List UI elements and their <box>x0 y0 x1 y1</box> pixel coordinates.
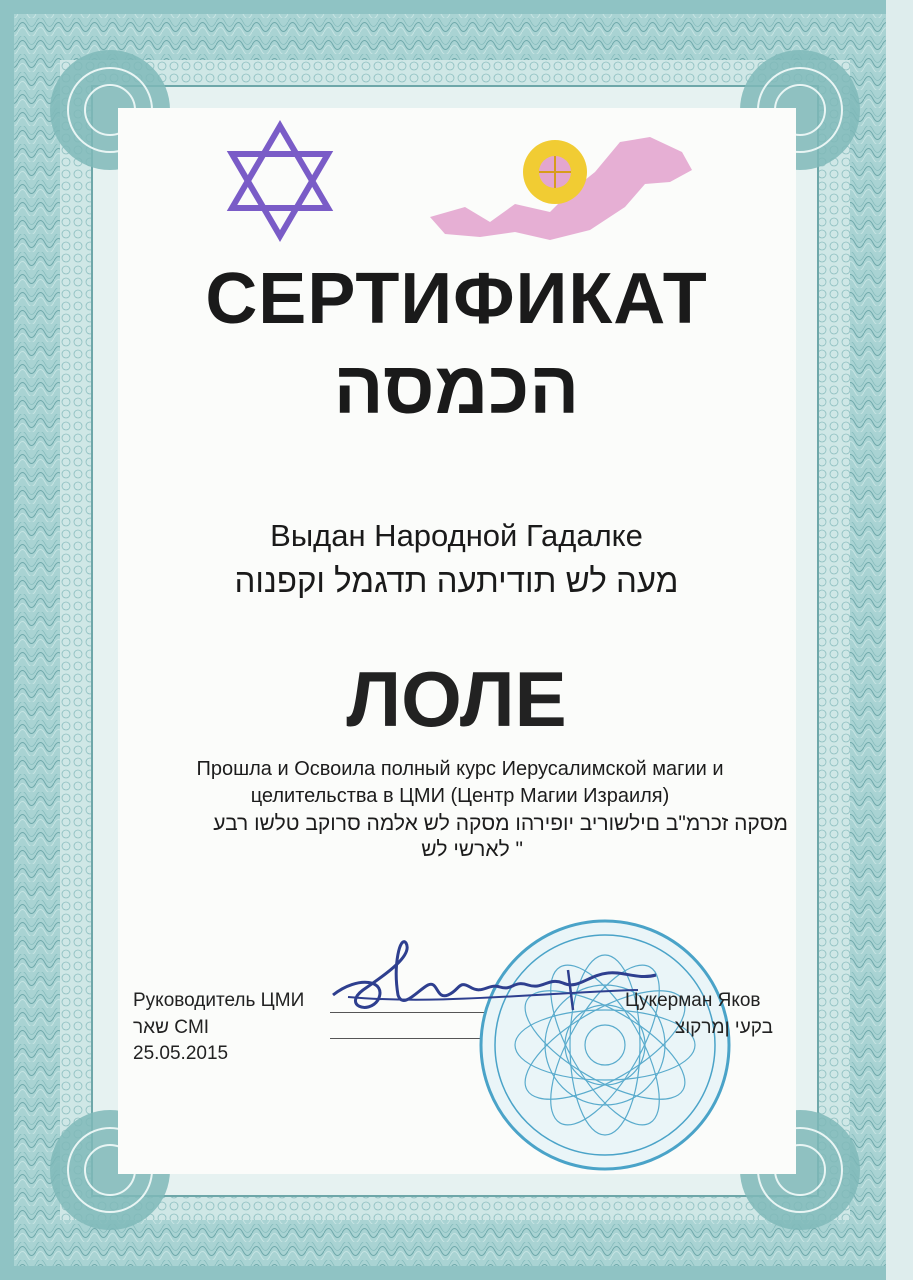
course-description-line-2: целительства в ЦМИ (Центр Магии Израиля) <box>250 785 670 807</box>
course-description-hebrew-line-1: מסקה זכרמ"ב םילשוריב יופירהו מסקה לש אלמה סרוקב טלשו רבע <box>213 812 788 835</box>
course-description-hebrew-line-2: " לארשי לש <box>421 838 523 861</box>
kyrgyzstan-map-flag-icon <box>420 112 700 247</box>
title-hebrew: הכמסה <box>333 346 580 429</box>
director-name-hebrew: בקעי ןמרקוצ <box>674 1017 773 1038</box>
director-name: Цукерман Яков <box>625 990 761 1011</box>
director-label: Руководитель ЦМИ <box>133 990 305 1011</box>
issued-to-hebrew: מעה לש תודיתעה תדגמל וקפנוה <box>234 562 679 599</box>
issue-date: 25.05.2015 <box>133 1043 229 1064</box>
star-of-david-icon <box>226 120 334 242</box>
director-label-hebrew: שאר CMI <box>133 1017 210 1038</box>
recipient-name: ЛОЛЕ <box>346 655 567 743</box>
issued-to-russian: Выдан Народной Гадалке <box>270 518 643 553</box>
course-description-line-1: Прошла и Освоила полный курс Иерусалимской магии и <box>196 758 724 780</box>
title-russian: СЕРТИФИКАТ <box>205 259 708 339</box>
handwritten-signature <box>318 935 663 1030</box>
